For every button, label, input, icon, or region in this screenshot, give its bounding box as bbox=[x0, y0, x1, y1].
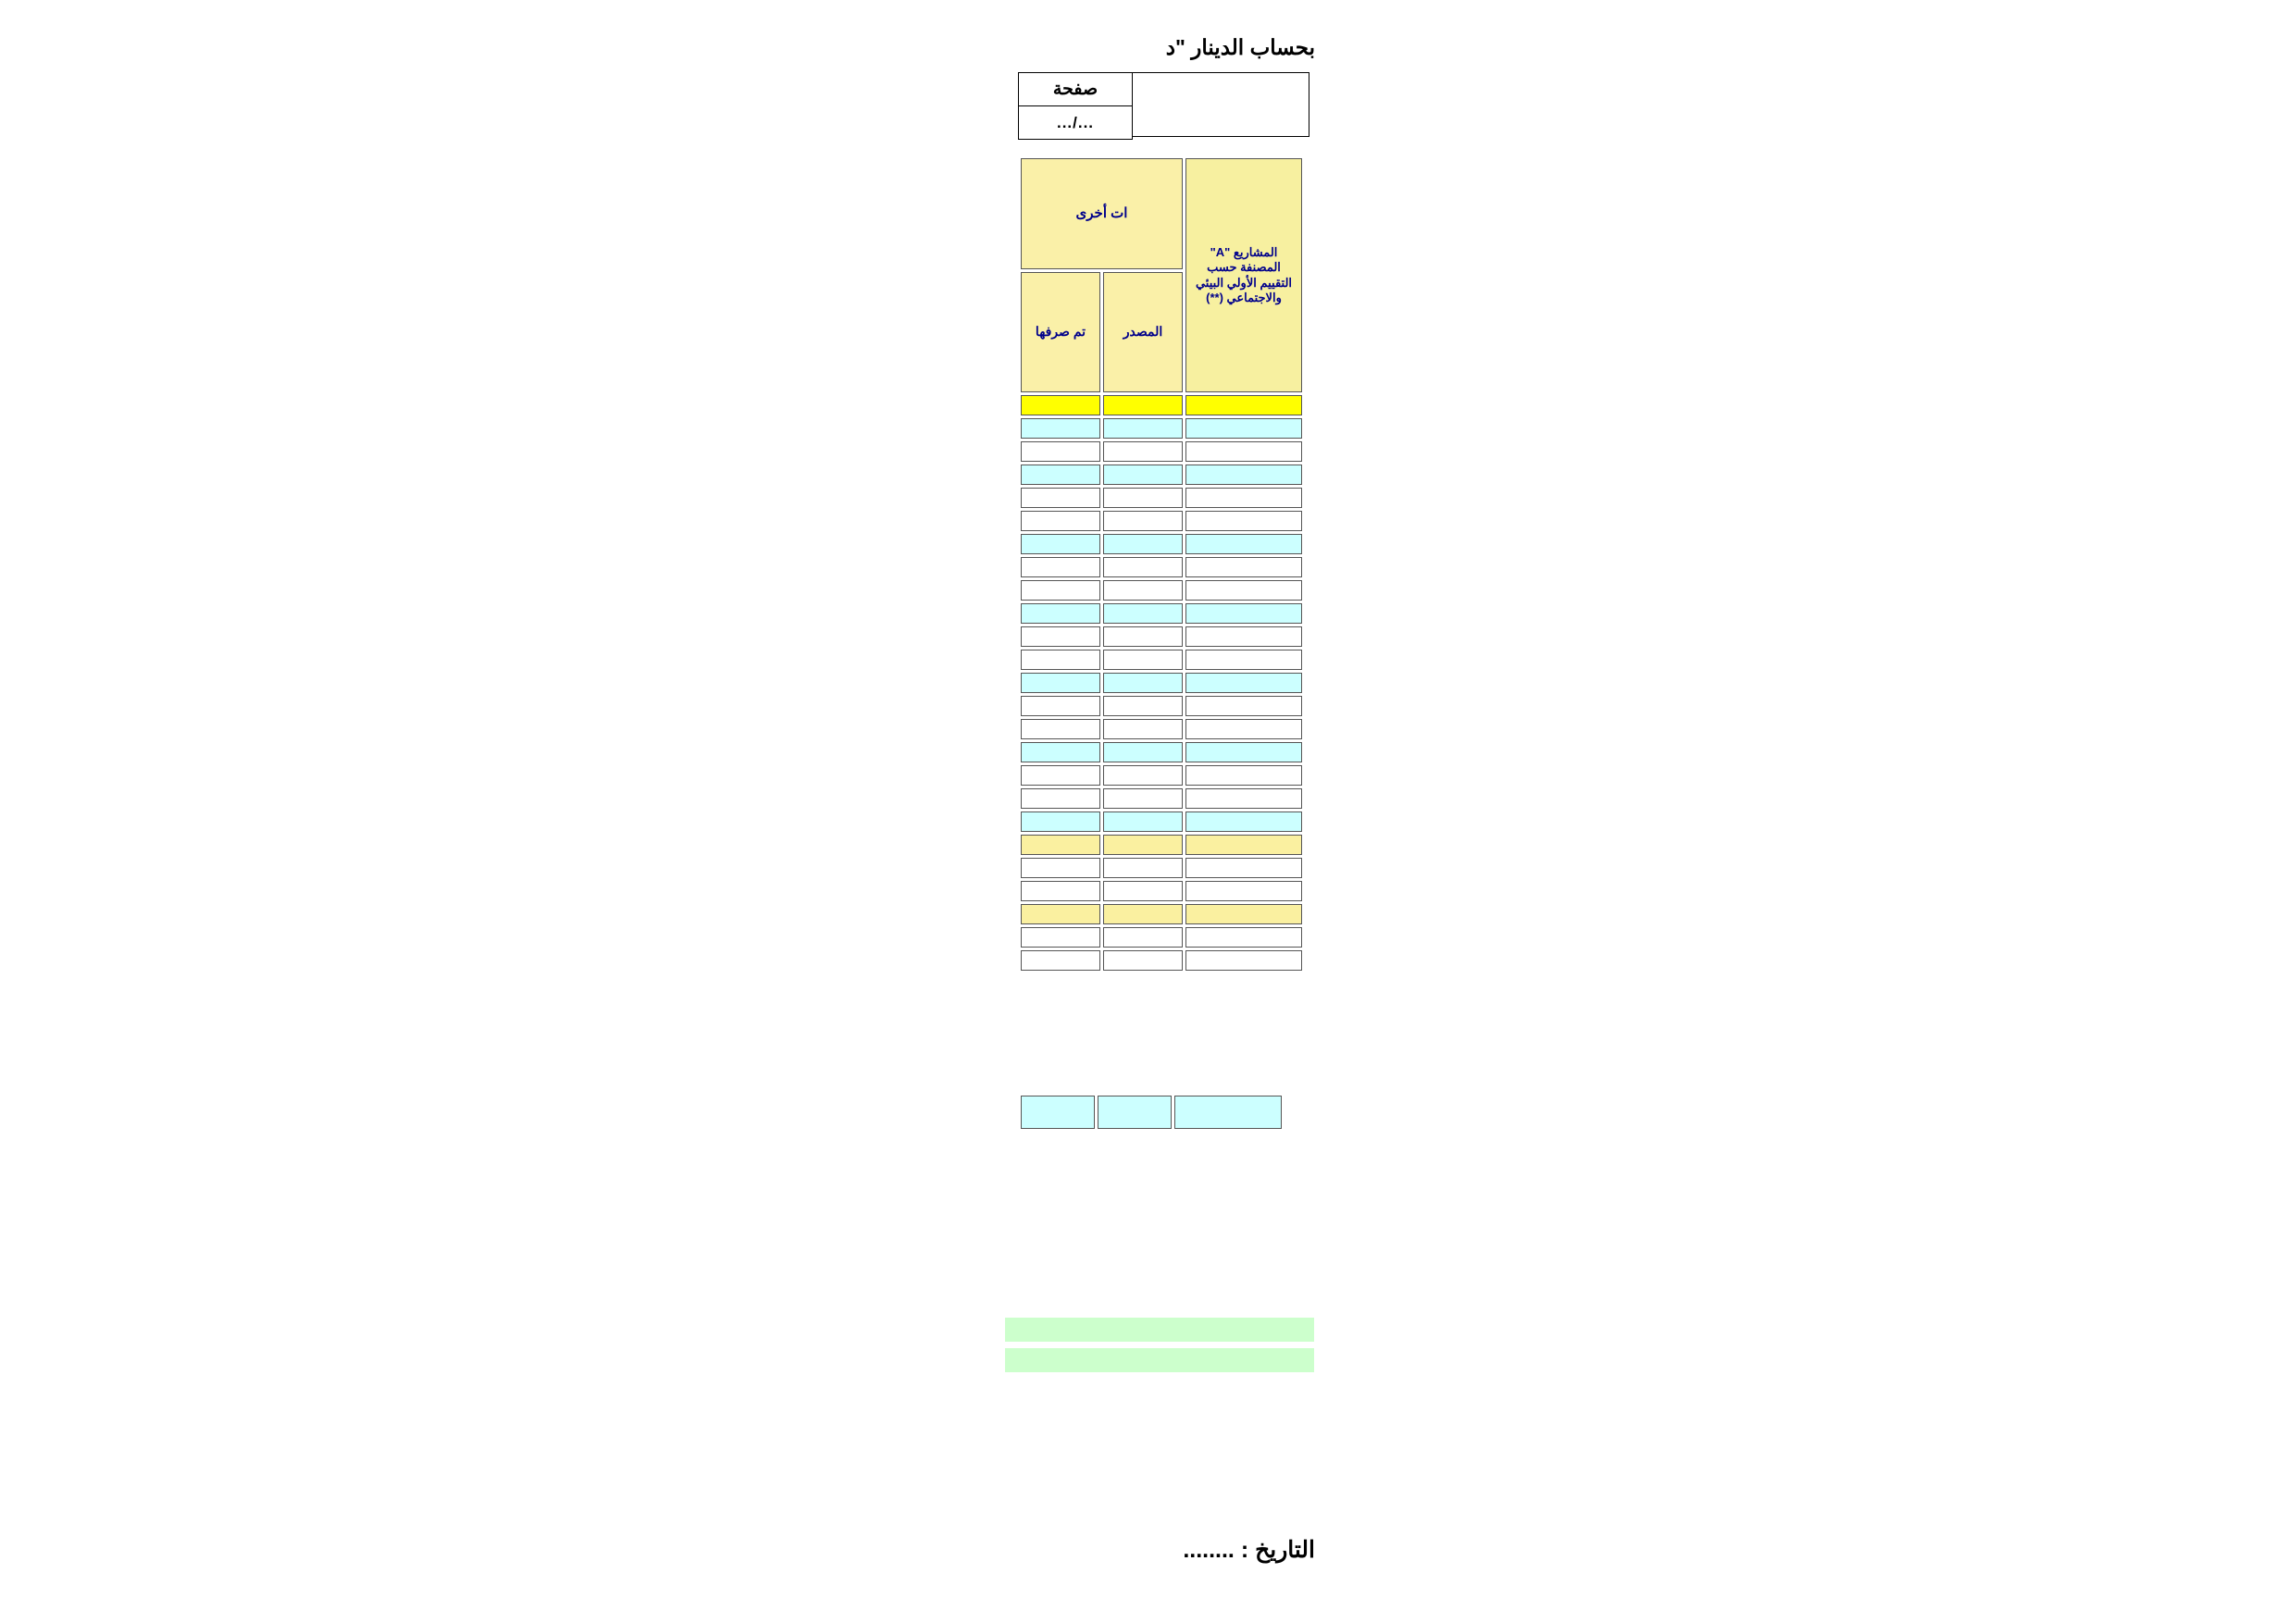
row-cell-source[interactable] bbox=[1103, 557, 1183, 577]
header-group-other: ات أخرى bbox=[1021, 158, 1183, 269]
row-cell-source[interactable] bbox=[1103, 534, 1183, 554]
note-bar-2 bbox=[1005, 1348, 1314, 1372]
header-spent: تم صرفها bbox=[1021, 272, 1100, 392]
table-row bbox=[1021, 418, 1302, 439]
table-row bbox=[1021, 626, 1302, 647]
row-cell-projects[interactable] bbox=[1185, 534, 1302, 554]
row-cell-source[interactable] bbox=[1103, 719, 1183, 739]
totals-spent-cell[interactable] bbox=[1021, 1096, 1095, 1129]
page-label-row bbox=[1019, 73, 1133, 106]
table-row bbox=[1021, 835, 1302, 855]
row-cell-spent[interactable] bbox=[1021, 835, 1100, 855]
table-row bbox=[1021, 557, 1302, 577]
row-cell-spent[interactable] bbox=[1021, 534, 1100, 554]
table-row bbox=[1021, 881, 1302, 901]
row-cell-projects[interactable] bbox=[1185, 927, 1302, 948]
row-cell-source[interactable] bbox=[1103, 511, 1183, 531]
row-cell-source[interactable] bbox=[1103, 580, 1183, 601]
row-cell-spent[interactable] bbox=[1021, 812, 1100, 832]
row-cell-projects[interactable] bbox=[1185, 788, 1302, 809]
table-row bbox=[1021, 511, 1302, 531]
row-cell-source[interactable] bbox=[1103, 788, 1183, 809]
row-cell-projects[interactable] bbox=[1185, 742, 1302, 762]
table-row bbox=[1021, 441, 1302, 462]
row-cell-source[interactable] bbox=[1103, 395, 1183, 415]
table-row bbox=[1021, 534, 1302, 554]
row-cell-projects[interactable] bbox=[1185, 765, 1302, 786]
row-cell-projects[interactable] bbox=[1185, 626, 1302, 647]
row-cell-spent[interactable] bbox=[1021, 858, 1100, 878]
table-row bbox=[1021, 395, 1302, 415]
row-cell-spent[interactable] bbox=[1021, 488, 1100, 508]
table-row bbox=[1021, 696, 1302, 716]
table-row bbox=[1021, 742, 1302, 762]
row-cell-spent[interactable] bbox=[1021, 765, 1100, 786]
header-row-group bbox=[1021, 158, 1302, 269]
table-data-rows bbox=[1021, 395, 1302, 971]
row-cell-spent[interactable] bbox=[1021, 742, 1100, 762]
row-cell-projects[interactable] bbox=[1185, 858, 1302, 878]
table-row-totals bbox=[1021, 1096, 1282, 1129]
row-cell-spent[interactable] bbox=[1021, 626, 1100, 647]
table-row bbox=[1021, 580, 1302, 601]
row-cell-spent[interactable] bbox=[1021, 650, 1100, 670]
row-cell-projects[interactable] bbox=[1185, 465, 1302, 485]
row-cell-projects[interactable] bbox=[1185, 511, 1302, 531]
row-cell-spent[interactable] bbox=[1021, 418, 1100, 439]
row-cell-projects[interactable] bbox=[1185, 719, 1302, 739]
table-row bbox=[1021, 904, 1302, 924]
page-value: .../... bbox=[1019, 106, 1133, 140]
row-cell-spent[interactable] bbox=[1021, 950, 1100, 971]
row-cell-projects[interactable] bbox=[1185, 557, 1302, 577]
row-cell-source[interactable] bbox=[1103, 835, 1183, 855]
row-cell-spent[interactable] bbox=[1021, 395, 1100, 415]
table-row bbox=[1021, 765, 1302, 786]
row-cell-spent[interactable] bbox=[1021, 465, 1100, 485]
page-number-box bbox=[1018, 72, 1133, 140]
row-cell-projects[interactable] bbox=[1185, 488, 1302, 508]
row-cell-spent[interactable] bbox=[1021, 580, 1100, 601]
note-bar-1 bbox=[1005, 1318, 1314, 1342]
row-cell-spent[interactable] bbox=[1021, 511, 1100, 531]
row-cell-projects[interactable] bbox=[1185, 673, 1302, 693]
table-row bbox=[1021, 927, 1302, 948]
row-cell-spent[interactable] bbox=[1021, 719, 1100, 739]
row-cell-projects[interactable] bbox=[1185, 441, 1302, 462]
row-cell-source[interactable] bbox=[1103, 858, 1183, 878]
row-cell-spent[interactable] bbox=[1021, 673, 1100, 693]
row-cell-projects[interactable] bbox=[1185, 950, 1302, 971]
row-cell-source[interactable] bbox=[1103, 673, 1183, 693]
row-cell-source[interactable] bbox=[1103, 927, 1183, 948]
row-cell-source[interactable] bbox=[1103, 696, 1183, 716]
row-cell-source[interactable] bbox=[1103, 742, 1183, 762]
row-cell-source[interactable] bbox=[1103, 881, 1183, 901]
table-row bbox=[1021, 950, 1302, 971]
row-cell-projects[interactable] bbox=[1185, 904, 1302, 924]
row-cell-spent[interactable] bbox=[1021, 788, 1100, 809]
row-cell-projects[interactable] bbox=[1185, 580, 1302, 601]
notes-section bbox=[1005, 1318, 1314, 1379]
row-cell-projects[interactable] bbox=[1185, 603, 1302, 624]
table-row bbox=[1021, 603, 1302, 624]
table-row bbox=[1021, 858, 1302, 878]
row-cell-spent[interactable] bbox=[1021, 696, 1100, 716]
row-cell-projects[interactable] bbox=[1185, 696, 1302, 716]
row-cell-source[interactable] bbox=[1103, 904, 1183, 924]
page-box-blank-cell bbox=[1133, 72, 1309, 137]
table-body bbox=[1021, 158, 1302, 392]
row-cell-spent[interactable] bbox=[1021, 441, 1100, 462]
row-cell-projects[interactable] bbox=[1185, 812, 1302, 832]
row-cell-source[interactable] bbox=[1103, 418, 1183, 439]
totals-strip bbox=[1018, 1093, 1285, 1132]
row-cell-spent[interactable] bbox=[1021, 881, 1100, 901]
table-row bbox=[1021, 465, 1302, 485]
row-cell-source[interactable] bbox=[1103, 626, 1183, 647]
row-cell-source[interactable] bbox=[1103, 812, 1183, 832]
page-label: صفحة bbox=[1019, 73, 1133, 106]
row-cell-source[interactable] bbox=[1103, 765, 1183, 786]
totals-source-cell[interactable] bbox=[1098, 1096, 1172, 1129]
table-row bbox=[1021, 719, 1302, 739]
page-value-row bbox=[1019, 106, 1133, 140]
table-row bbox=[1021, 788, 1302, 809]
row-cell-source[interactable] bbox=[1103, 488, 1183, 508]
header-projects-column: المشاريع "A" المصنفة حسب التقييم الأولي البيئي والاجتماعي (**) bbox=[1185, 158, 1302, 392]
row-cell-source[interactable] bbox=[1103, 603, 1183, 624]
row-cell-source[interactable] bbox=[1103, 441, 1183, 462]
row-cell-projects[interactable] bbox=[1185, 395, 1302, 415]
row-cell-source[interactable] bbox=[1103, 650, 1183, 670]
main-data-table bbox=[1018, 155, 1305, 973]
header-source: المصدر bbox=[1103, 272, 1183, 392]
date-line: التاريخ : ........ bbox=[1183, 1537, 1315, 1563]
row-cell-spent[interactable] bbox=[1021, 927, 1100, 948]
row-cell-spent[interactable] bbox=[1021, 557, 1100, 577]
row-cell-projects[interactable] bbox=[1185, 881, 1302, 901]
document-title: بحساب الدينار "د bbox=[1165, 35, 1315, 59]
table-row bbox=[1021, 673, 1302, 693]
row-cell-projects[interactable] bbox=[1185, 418, 1302, 439]
row-cell-projects[interactable] bbox=[1185, 835, 1302, 855]
table-row bbox=[1021, 650, 1302, 670]
row-cell-spent[interactable] bbox=[1021, 603, 1100, 624]
table-row bbox=[1021, 812, 1302, 832]
row-cell-source[interactable] bbox=[1103, 950, 1183, 971]
row-cell-projects[interactable] bbox=[1185, 650, 1302, 670]
row-cell-source[interactable] bbox=[1103, 465, 1183, 485]
table-row bbox=[1021, 488, 1302, 508]
row-cell-spent[interactable] bbox=[1021, 904, 1100, 924]
totals-projects-cell[interactable] bbox=[1174, 1096, 1282, 1129]
